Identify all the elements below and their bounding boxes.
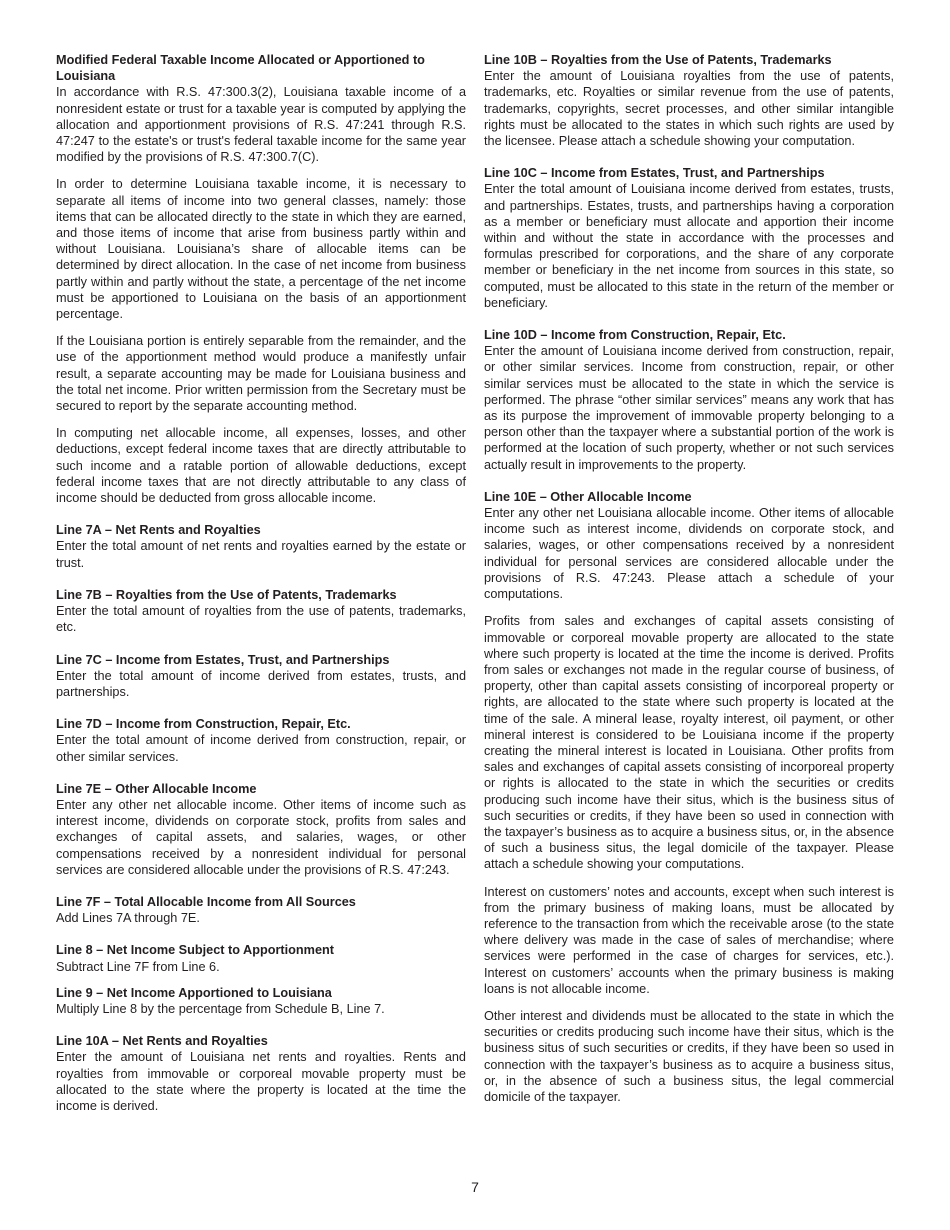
- section-line-7c: [56, 652, 466, 701]
- paragraph: Enter the amount of Louisiana net rents and royalties. Rents and royalties from immovable or corporeal movable property must be allocated to the state where the property is located at the time the income is derived.: [56, 1050, 466, 1113]
- section-heading: Line 7E – Other Allocable Income: [56, 781, 257, 796]
- section-line-10e: [484, 489, 894, 1105]
- section-heading: Line 9 – Net Income Apportioned to Louisiana: [56, 985, 332, 1000]
- section-heading: Line 7B – Royalties from the Use of Patents, Trademarks: [56, 587, 397, 602]
- section-line-10a: [56, 1033, 466, 1114]
- paragraph: Enter the total amount of net rents and royalties earned by the estate or trust.: [56, 539, 466, 570]
- page-number: 7: [471, 1179, 479, 1195]
- section-line-7a: [56, 522, 466, 571]
- paragraph: Enter the total amount of royalties from the use of patents, trademarks, etc.: [56, 604, 466, 635]
- paragraph: Other interest and dividends must be allocated to the state in which the securities or credits producing such income have their situs, which is the business situs of such securities or credits, if they have been so used in connection with the taxpayer’s business as to acquire a business situs, or, in the absence of such a business situs, the legal commercial domicile of the taxpayer.: [484, 1008, 894, 1104]
- section-line-10d: [484, 327, 894, 473]
- section-heading: Modified Federal Taxable Income Allocated or Apportioned to Louisiana: [56, 53, 425, 84]
- paragraph: Subtract Line 7F from Line 6.: [56, 959, 220, 974]
- paragraph: Enter the amount of Louisiana income derived from construction, repair, or other similar services. Income from construction, repair, or other similar services must be allocated to the state in which the service is performed. The phrase “other similar services” means any work that has as its purpose the improvement of immovable property belonging to a person other than the taxpayer where a substantial portion of the work is performed at the location of such property, whether or not such services actually result in improvements to the property.: [484, 344, 894, 472]
- paragraph: Add Lines 7A through 7E.: [56, 911, 200, 926]
- section-heading: Line 10E – Other Allocable Income: [484, 489, 692, 504]
- paragraph: Enter the amount of Louisiana royalties from the use of patents, trademarks, etc. Royalties or similar revenue from the use of patents, trademarks, copyrights, secret processes, and other similar intangible rights must be allocated to the states in which such rights are used by the licensee. Please attach a schedule showing your computation.: [484, 69, 894, 149]
- paragraph: Interest on customers’ notes and accounts, except when such interest is from the primary business of making loans, must be allocated by reference to the transaction from which the receivable arose (to the state where delivery was made in the case of sales of merchandise; where services were performed in the case of charges for services, etc.). Interest on customers’ accounts when the primary business is making loans is not allocable income.: [484, 884, 894, 996]
- paragraph: Enter any other net Louisiana allocable income. Other items of allocable income such as interest income, dividends on corporate stock, and salaries, wages, or other compensations received by a nonresident individual for personal services are considered allocable under the provisions of R.S. 47:243. Please attach a schedule of your computations.: [484, 506, 894, 602]
- section-line-7e: [56, 781, 466, 878]
- right-column: [484, 52, 894, 1121]
- section-line-10c: [484, 165, 894, 311]
- section-heading: Line 7C – Income from Estates, Trust, and Partnerships: [56, 652, 390, 667]
- section-heading: Line 10B – Royalties from the Use of Patents, Trademarks: [484, 53, 832, 67]
- section-line-10b: [484, 52, 894, 149]
- section-line-7d: [56, 716, 466, 765]
- section-line-7b: [56, 587, 466, 636]
- paragraph: Enter the total amount of income derived from construction, repair, or other similar services.: [56, 733, 466, 764]
- paragraph: Enter the total amount of income derived from estates, trusts, and partnerships.: [56, 668, 466, 699]
- section-line-7f: [56, 894, 466, 926]
- paragraph: Enter any other net allocable income. Other items of income such as interest income, dividends on corporate stock, profits from sales and exchanges of capital assets, and salaries, wages, or other compensations received by a nonresident individual for personal services are considered allocable under the provisions of R.S. 47:243.: [56, 797, 466, 877]
- section-heading: Line 8 – Net Income Subject to Apportionment: [56, 943, 334, 958]
- section-heading: Line 7D – Income from Construction, Repair, Etc.: [56, 717, 351, 732]
- paragraph: Profits from sales and exchanges of capital assets consisting of immovable or corporeal movable property are allocated to the state where such property is located at the time the income is derived. Profits from sales or exchanges not made in the regular course of business, of property, other than capital assets consisting of incorporeal property or rights, are allocated to the state where such property is located at the time of the sale. A mineral lease, royalty interest, oil payment, or other mineral interest is considered to be Louisiana income if the property creating the mineral interest is located in Louisiana. Other profits from sales and exchanges of capital assets consisting of incorporeal property or rights is allocated to the state in which the securities or credits producing such income have their situs, which is the business situs of such securities or credits, if they have been so used in connection with the taxpayer’s business as to acquire a business situs, or, in the absence of such a business situs, the legal domicile of the taxpayer. Please attach a schedule showing your computations.: [484, 614, 895, 872]
- section-line-9: [56, 985, 466, 1017]
- paragraph: If the Louisiana portion is entirely separable from the remainder, and the use of the apportionment method would produce a manifestly unfair result, a separate accounting may be made for Louisiana business and the total net income. Prior written permission from the Secretary must be secured to report by the separate accounting method.: [56, 334, 466, 414]
- section-heading: Line 7F – Total Allocable Income from All Sources: [56, 894, 356, 909]
- section-heading: Line 10A – Net Rents and Royalties: [56, 1034, 268, 1049]
- paragraph: In order to determine Louisiana taxable income, it is necessary to separate all items of income into two general classes, namely: those items that can be allocated directly to the state in which they are earned, and those items of income that arise from business partly within and without Louisiana. Louisiana’s share of allocable items can be determined by direct allocation. In the case of net income from business partly within and partly without the state, a percentage of the net income must be apportioned to Louisiana on the basis of an apportionment percentage.: [56, 177, 466, 322]
- paragraph: In accordance with R.S. 47:300.3(2), Louisiana taxable income of a nonresident estate or trust for a taxable year is computed by applying the allocation and apportionment provisions of R.S. 47:241 through R.S. 47:247 to the estate's or trust's federal taxable income for the same year modified by the provisions of R.S. 47:300.7(C).: [56, 85, 466, 165]
- section-heading: Line 10D – Income from Construction, Repair, Etc.: [484, 328, 786, 343]
- left-column: [56, 52, 466, 1130]
- section-heading: Line 7A – Net Rents and Royalties: [56, 523, 261, 538]
- section-modified-federal-income: [56, 52, 466, 506]
- paragraph: Multiply Line 8 by the percentage from Schedule B, Line 7.: [56, 1001, 385, 1016]
- section-line-8: [56, 942, 466, 974]
- section-heading: Line 10C – Income from Estates, Trust, and Partnerships: [484, 166, 825, 181]
- paragraph: In computing net allocable income, all expenses, losses, and other deductions, except federal income taxes that are directly attributable to such income and a ratable portion of allowable deductions, except federal income taxes that are not directly attributable to any class of income should be deducted from gross allocable income.: [56, 426, 466, 506]
- paragraph: Enter the total amount of Louisiana income derived from estates, trusts, and partnerships. Estates, trusts, and partnerships having a corporation as a member or beneficiary must allocate and apportion their income within and without the state in accordance with the processes and formulas prescribed for corporations, and the share of any corporate member or beneficiary in the net income from sources in this state, so computed, must be allocated to this state in the return of the member or beneficiary.: [484, 182, 894, 310]
